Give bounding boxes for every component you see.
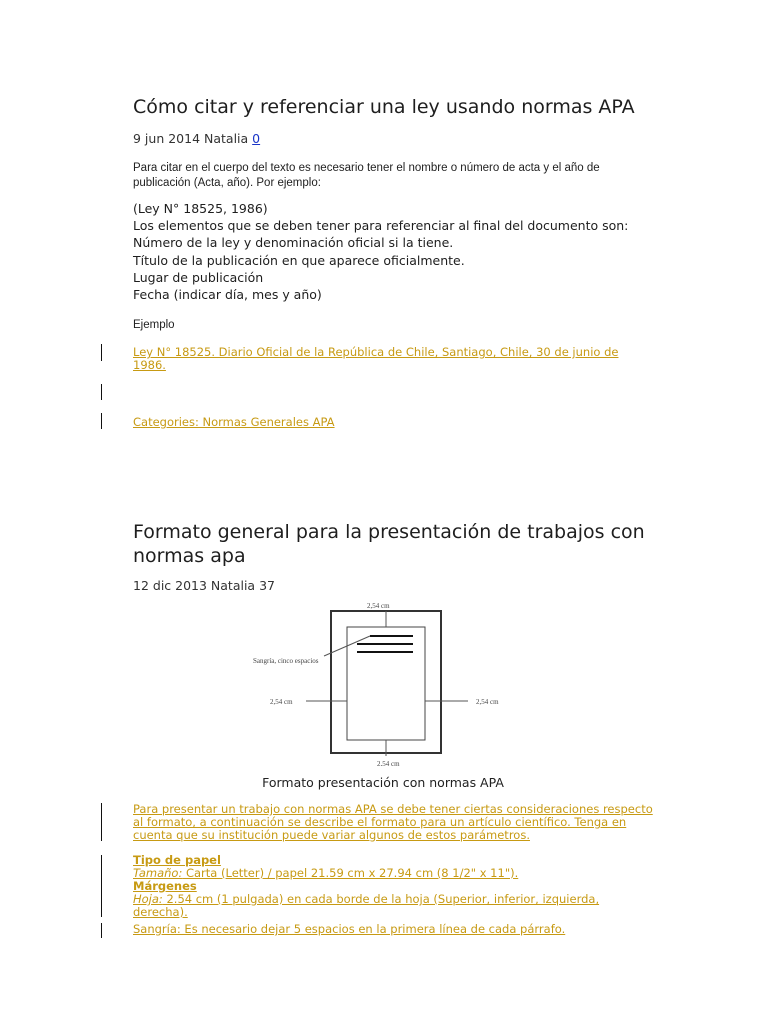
figure-caption: Formato presentación con normas APA <box>262 775 504 790</box>
sheet-value: 2.54 cm (1 pulgada) en cada borde de la hoja (Superior, inferior, izquierda, <box>162 892 600 906</box>
example-reference-line[interactable]: 1986. <box>133 358 166 372</box>
intro-paragraph <box>133 161 600 191</box>
example-label: Ejemplo <box>133 319 175 331</box>
format-details[interactable] <box>133 854 599 919</box>
sheet-margin-line-cont[interactable]: derecha). <box>133 905 188 919</box>
margins-heading[interactable]: Márgenes <box>133 879 197 893</box>
quote-bar <box>101 413 102 429</box>
post-date-author: 9 jun 2014 Natalia <box>133 131 253 146</box>
sheet-label: Hoja: <box>133 892 163 906</box>
bottom-margin-label: 2,54 cm <box>377 760 400 766</box>
list-item: Lugar de publicación <box>133 269 264 285</box>
paper-size-line[interactable] <box>133 867 599 880</box>
reference-elements-list <box>133 200 628 303</box>
indent-label: Sangría, cinco espacios <box>253 657 319 665</box>
intro-line: Para citar en el cuerpo del texto es necesario tener el nombre o número de acta y el año de <box>133 162 600 174</box>
paragraph-line[interactable]: Para presentar un trabajo con normas APA se debe tener ciertas consideraciones respecto <box>133 802 653 816</box>
post-title: Cómo citar y referenciar una ley usando normas APA <box>133 96 635 118</box>
list-item: Número de la ley y denominación oficial si la tiene. <box>133 235 454 251</box>
quote-bar <box>101 803 102 841</box>
intro-link-paragraph[interactable] <box>133 803 653 842</box>
categories-link[interactable]: Categories: Normas Generales APA <box>133 415 335 429</box>
indent-rule-link[interactable]: Sangría: Es necesario dejar 5 espacios en la primera línea de cada párrafo. <box>133 922 566 936</box>
post-title-line: Formato general para la presentación de trabajos con <box>133 521 645 543</box>
post-title-line: normas apa <box>133 545 246 567</box>
paper-type-heading[interactable]: Tipo de papel <box>133 853 221 867</box>
example-reference-line[interactable]: Ley N° 18525. Diario Oficial de la República de Chile, Santiago, Chile, 30 de junio de <box>133 345 619 359</box>
intro-line: publicación (Acta, año). Por ejemplo: <box>133 177 321 189</box>
post-title <box>133 520 645 568</box>
paper-size-label: Tamaño: <box>133 866 183 880</box>
top-margin-label: 2,54 cm <box>367 602 390 610</box>
paper-size-value: Carta (Letter) / papel 21.59 cm x 27.94 cm (8 1/2" x 11"). <box>182 866 519 880</box>
paragraph-line[interactable]: al formato, a continuación se describe el formato para un artículo científico. Tenga en <box>133 815 627 829</box>
example-reference[interactable] <box>133 346 618 372</box>
post-meta: 12 dic 2013 Natalia 37 <box>133 578 275 593</box>
post-meta <box>133 131 260 146</box>
apa-format-figure <box>240 596 520 766</box>
comment-count-link[interactable]: 0 <box>252 131 261 146</box>
quote-bar <box>101 923 102 938</box>
list-item: Los elementos que se deben tener para referenciar al final del documento son: <box>133 218 629 234</box>
left-margin-label: 2,54 cm <box>270 698 293 706</box>
apa-format-diagram <box>240 596 520 766</box>
quote-bar <box>101 384 102 400</box>
list-item: Título de la publicación en que aparece oficialmente. <box>133 252 465 268</box>
paragraph-line[interactable]: cuenta que su institución puede variar algunos de estos parámetros. <box>133 828 530 842</box>
right-margin-label: 2,54 cm <box>476 698 499 706</box>
sheet-margin-line[interactable] <box>133 893 599 906</box>
quote-bar <box>101 344 102 361</box>
list-item: Fecha (indicar día, mes y año) <box>133 287 322 303</box>
list-item: (Ley N° 18525, 1986) <box>133 201 268 216</box>
quote-bar <box>101 855 102 917</box>
